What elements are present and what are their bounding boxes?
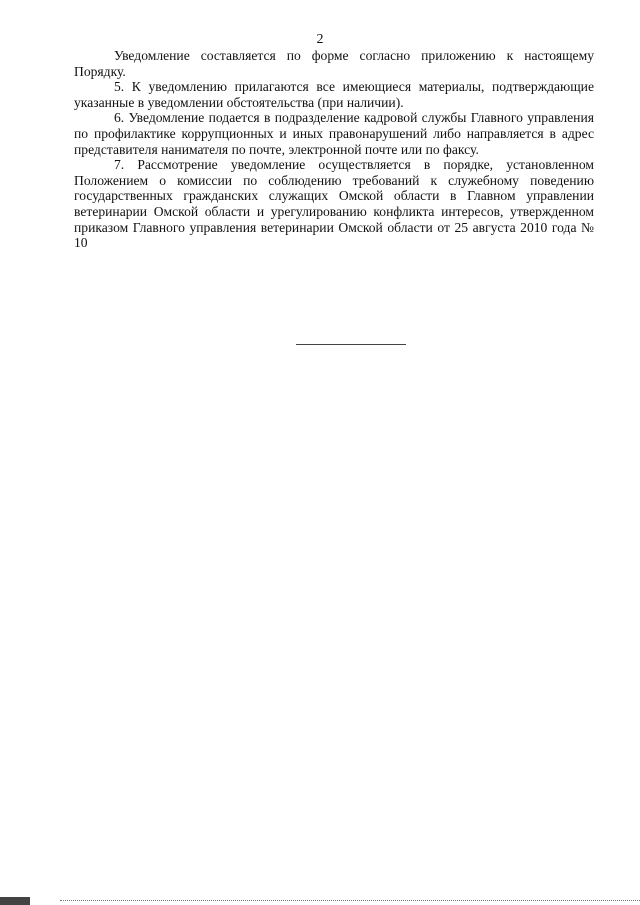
paragraph-notice-form: Уведомление составляется по форме согласно приложению к настоящему Порядку.	[74, 48, 594, 79]
paragraph-7-review: 7. Рассмотрение уведомление осуществляется в порядке, установленном Положением о комиссии по соблюдению требований к служебному поведению государственных гражданских служащих Омской области в Главном управлении ветеринарии Омской области и урегулированию конфликта интересов, утвержденном приказом Главного управления ветеринарии Омской области от 25 августа 2010 года № 10	[74, 157, 594, 251]
scan-edge-artifact	[0, 897, 640, 905]
page-number: 2	[316, 32, 324, 47]
scan-bottom-noise	[60, 900, 640, 901]
document-body	[74, 48, 594, 251]
paragraph-5-attachments: 5. К уведомлению прилагаются все имеющиеся материалы, подтверждающие указанные в уведомлении обстоятельства (при наличии).	[74, 79, 594, 110]
paragraph-6-submission: 6. Уведомление подается в подразделение кадровой службы Главного управления по профилактике коррупционных и иных правонарушений либо направляется в адрес представителя нанимателя по почте, электронной почте или по факсу.	[74, 110, 594, 157]
end-separator-line	[296, 344, 406, 345]
